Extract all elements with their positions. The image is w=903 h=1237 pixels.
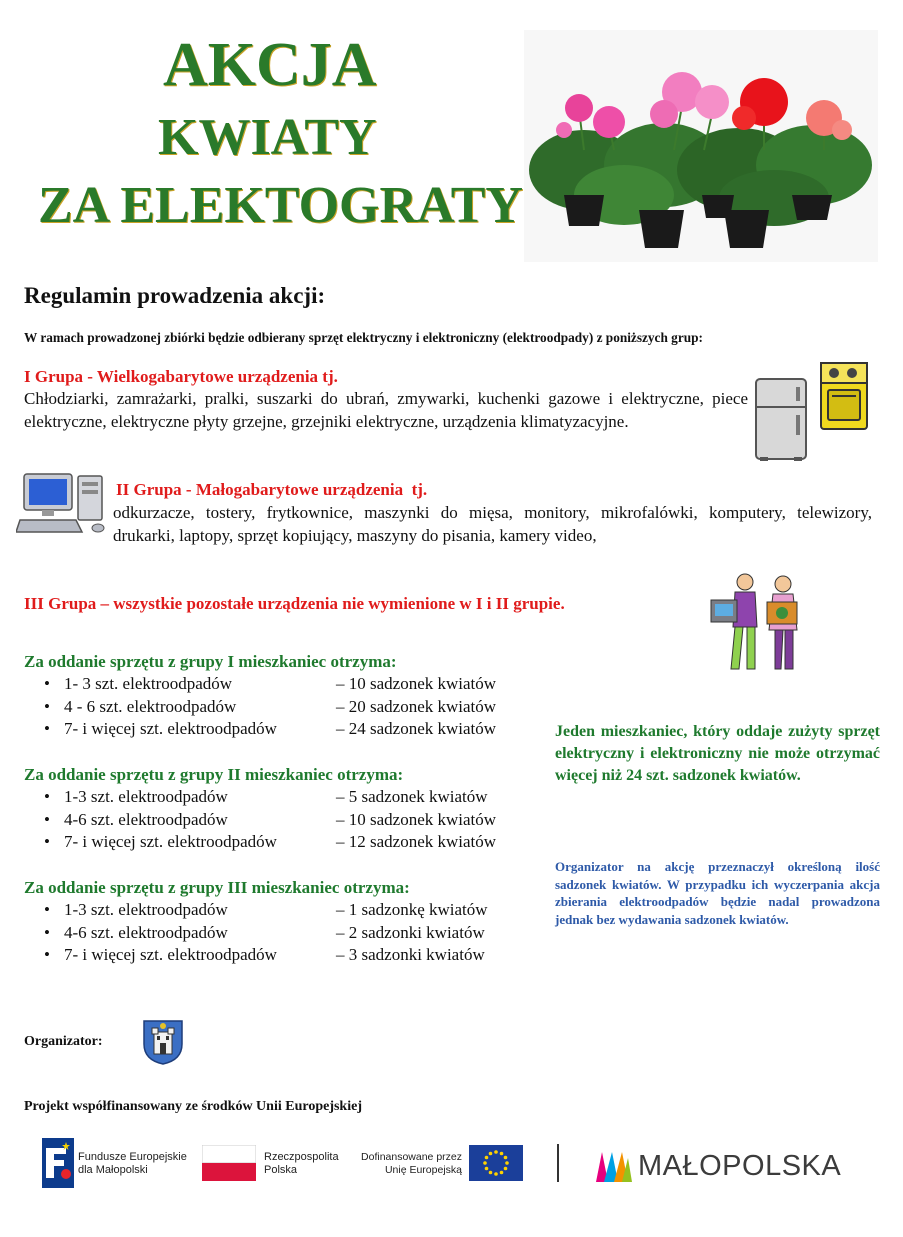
flower-pots-image xyxy=(524,30,878,262)
bullet: • xyxy=(44,900,50,919)
eu-flag-icon xyxy=(469,1145,523,1181)
polish-flag-icon xyxy=(202,1145,256,1181)
bullet: • xyxy=(44,922,50,942)
list-item xyxy=(24,922,544,945)
rp-logo-text-2: Polska xyxy=(264,1164,298,1176)
eu-logo-text-1: Dofinansowane przez xyxy=(361,1151,462,1163)
group-1-title: I Grupa - Wielkogabarytowe urządzenia tj. xyxy=(24,367,338,386)
list-item xyxy=(24,786,544,809)
group-2-description: odkurzacze, tostery, frytkownice, maszynki do mięsa, monitory, mikrofalówki, komputery, telewizory, drukarki, laptopy, sprzęt kopiujący, maszyny do pisania, kamery video, xyxy=(113,503,872,545)
bullet: • xyxy=(44,945,50,964)
list-item xyxy=(24,673,544,696)
rewards-group-3-list xyxy=(24,899,544,967)
rules-heading: Regulamin prowadzenia akcji: xyxy=(24,283,326,308)
reward-amount: – 24 sadzonek kwiatów xyxy=(336,719,497,738)
rewards-group-3-heading: Za oddanie sprzętu z grupy III mieszkaniec otrzyma: xyxy=(24,878,410,897)
rewards-group-1-heading: Za oddanie sprzętu z grupy I mieszkaniec otrzyma: xyxy=(24,652,397,671)
list-item xyxy=(24,718,544,741)
stove-icon xyxy=(818,360,870,432)
group-1-description: Chłodziarki, zamrażarki, pralki, suszarki do ubrań, zmywarki, kuchenki gazowe i elektryczne, piece elektryczne, elektryczne płyty grzejne, grzejniki elektryczne, urządzenia klimatyzacyjne. xyxy=(24,389,748,431)
group-3-title: III Grupa – wszystkie pozostałe urządzenia nie wymienione w I i II grupie. xyxy=(24,594,565,613)
fridge-icon xyxy=(752,375,812,463)
fe-logo-text-1: Fundusze Europejskie xyxy=(78,1151,187,1163)
cofinanced-text: Projekt współfinansowany ze środków Unii Europejskiej xyxy=(24,1099,362,1114)
bullet: • xyxy=(44,832,50,851)
title-line-2: KWIATY xyxy=(158,109,377,166)
reward-count: 7- i więcej szt. elektroodpadów xyxy=(64,945,277,964)
list-item xyxy=(24,696,544,719)
list-item xyxy=(24,809,544,832)
logo-divider xyxy=(557,1144,559,1182)
organizer-note: Organizator na akcję przeznaczył określoną ilość sadzonek kwiatów. W przypadku ich wyczerpania akcja zbierania elektroodpadów będzie nadal prowadzona jednak bez wydawania sadzonek kwiatów. xyxy=(555,859,880,927)
rewards-group-2-heading: Za oddanie sprzętu z grupy II mieszkaniec otrzyma: xyxy=(24,765,404,784)
reward-count: 7- i więcej szt. elektroodpadów xyxy=(64,719,277,738)
rewards-group-1-list xyxy=(24,673,544,741)
bullet: • xyxy=(44,719,50,738)
reward-count: 7- i więcej szt. elektroodpadów xyxy=(64,832,277,851)
reward-amount: – 1 sadzonkę kwiatów xyxy=(336,900,488,919)
rp-logo-text-1: Rzeczpospolita xyxy=(264,1151,339,1163)
organizer-label: Organizator: xyxy=(24,1034,103,1049)
coat-of-arms-icon xyxy=(141,1018,185,1066)
reward-amount: – 10 sadzonek kwiatów xyxy=(336,674,497,693)
reward-amount: – 3 sadzonki kwiatów xyxy=(336,945,485,964)
fe-logo-text-2: dla Małopolski xyxy=(78,1164,148,1176)
eu-logo-text-2: Unię Europejską xyxy=(384,1164,462,1176)
reward-amount: – 10 sadzonek kwiatów xyxy=(336,809,497,829)
bullet: • xyxy=(44,809,50,829)
malopolska-logo-icon xyxy=(594,1148,634,1184)
people-recycling-icon xyxy=(705,572,813,672)
title-line-3: ZA ELEKTOGRATY xyxy=(38,177,523,234)
reward-count: 4-6 szt. elektroodpadów xyxy=(64,922,228,942)
bullet: • xyxy=(44,696,50,716)
bullet: • xyxy=(44,674,50,693)
reward-count: 1-3 szt. elektroodpadów xyxy=(64,900,228,919)
bullet: • xyxy=(44,787,50,806)
malopolska-logo-text: MAŁOPOLSKA xyxy=(638,1150,842,1182)
reward-amount: – 12 sadzonek kwiatów xyxy=(336,832,497,851)
reward-count: 4 - 6 szt. elektroodpadów xyxy=(64,696,237,716)
title-line-1: AKCJA xyxy=(163,31,377,99)
reward-count: 4-6 szt. elektroodpadów xyxy=(64,809,228,829)
reward-amount: – 20 sadzonek kwiatów xyxy=(336,696,497,716)
reward-amount: – 2 sadzonki kwiatów xyxy=(336,922,485,942)
fundusze-europejskie-logo-icon xyxy=(42,1138,74,1188)
list-item xyxy=(24,831,544,854)
computer-icon xyxy=(16,470,114,536)
reward-count: 1-3 szt. elektroodpadów xyxy=(64,787,228,806)
limit-note: Jeden mieszkaniec, który oddaje zużyty sprzęt elektryczny i elektroniczny nie może otrzymać więcej niż 24 szt. sadzonek kwiatów. xyxy=(555,723,880,784)
rewards-group-2-list xyxy=(24,786,544,854)
group-2-title: II Grupa - Małogabarytowe urządzenia tj. xyxy=(116,480,428,499)
reward-count: 1- 3 szt. elektroodpadów xyxy=(64,674,233,693)
list-item xyxy=(24,944,544,967)
list-item xyxy=(24,899,544,922)
rules-intro: W ramach prowadzonej zbiórki będzie odbierany sprzęt elektryczny i elektroniczny (elektroodpady) z poniższych grup: xyxy=(24,330,703,345)
reward-amount: – 5 sadzonek kwiatów xyxy=(336,787,488,806)
